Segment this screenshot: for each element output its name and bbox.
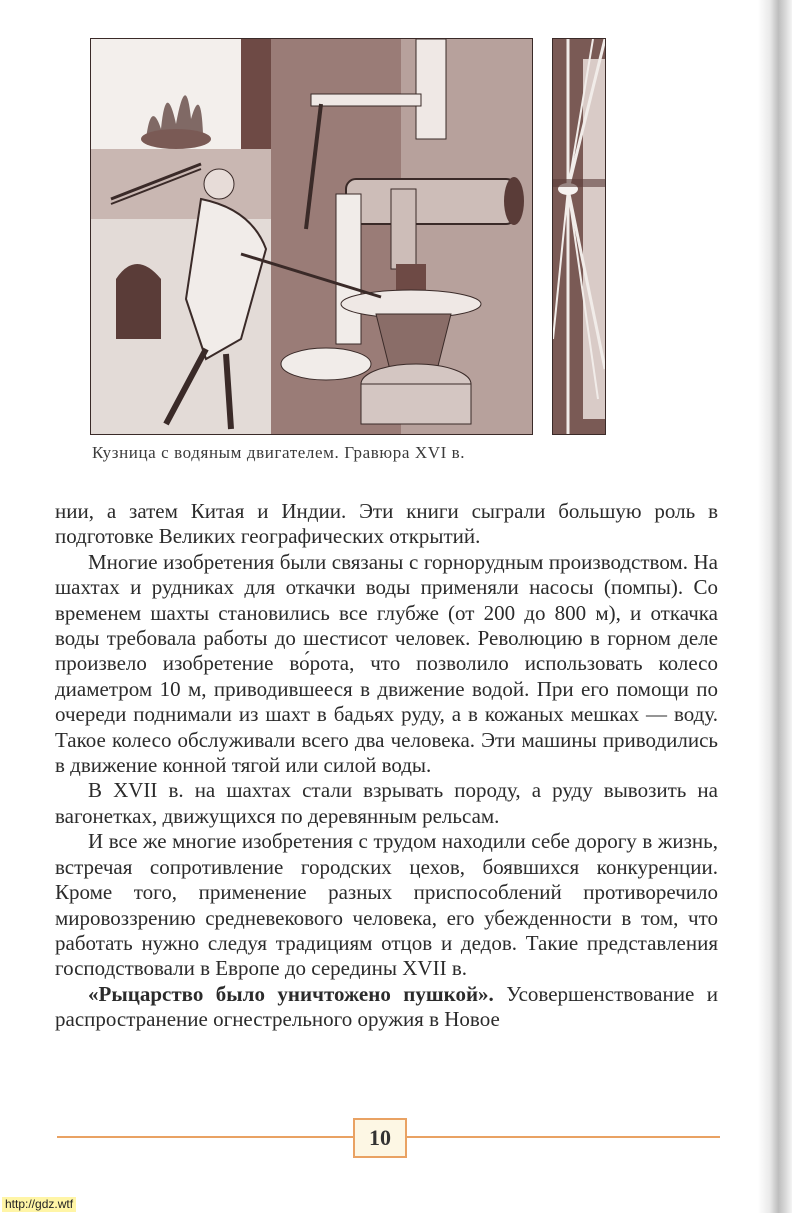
footer-rule-right [407,1136,720,1138]
paragraph: В XVII в. на шахтах стали взрывать породу, а руду вывозить на вагонетках, движущихся по деревянным рельсам. [55,778,718,828]
body-text [55,499,718,1033]
paragraph: Многие изобретения были связаны с горнорудным производством. На шахтах и рудниках для откачки воды применяли насосы (помпы). Со временем шахты становились все глубже (от 200 до 800 м), и откачка воды требовала работы до шестисот человек. Революцию в горном деле произвело изобретение во́рота, что позволило использовать колесо диаметром 10 м, приводившееся в движение водой. При его помощи по очереди поднимали из шахт в бадьях руду, а в кожаных мешках — воду. Такое колесо обслуживали всего два человека. Эти машины приводились в движение конной тягой или силой воды. [55,549,718,778]
paragraph: И все же многие изобретения с трудом находили себе дорогу в жизнь, встречая сопротивление городских цехов, боявшихся конкуренции. Кроме того, применение разных приспособлений противоречило мировоззрению средневекового человека, его убежденности в том, что работать нужно следуя традициям отцов и дедов. Такие представления господствовали в Европе до середины XVII в. [55,829,718,981]
water-wheel-engraving-image [552,38,606,435]
footer-rule-left [57,1136,353,1138]
page-number: 10 [353,1118,407,1158]
paragraph-text: Усовершенствование и распространение огнестрельного оружия в Новое [55,981,718,1032]
watermark-link[interactable]: http://gdz.wtf [2,1197,76,1212]
forge-engraving-image [90,38,533,435]
book-spine-shadow [758,0,792,1213]
section-heading-inline: «Рыцарство было уничтожено пушкой». [88,981,494,1006]
paragraph: нии, а затем Китая и Индии. Эти книги сыграли большую роль в подготовке Великих географических открытий. [55,499,718,549]
paragraph [55,982,718,1033]
figure [90,38,550,433]
figure-caption: Кузница с водяным двигателем. Гравюра XVI в. [92,443,466,462]
